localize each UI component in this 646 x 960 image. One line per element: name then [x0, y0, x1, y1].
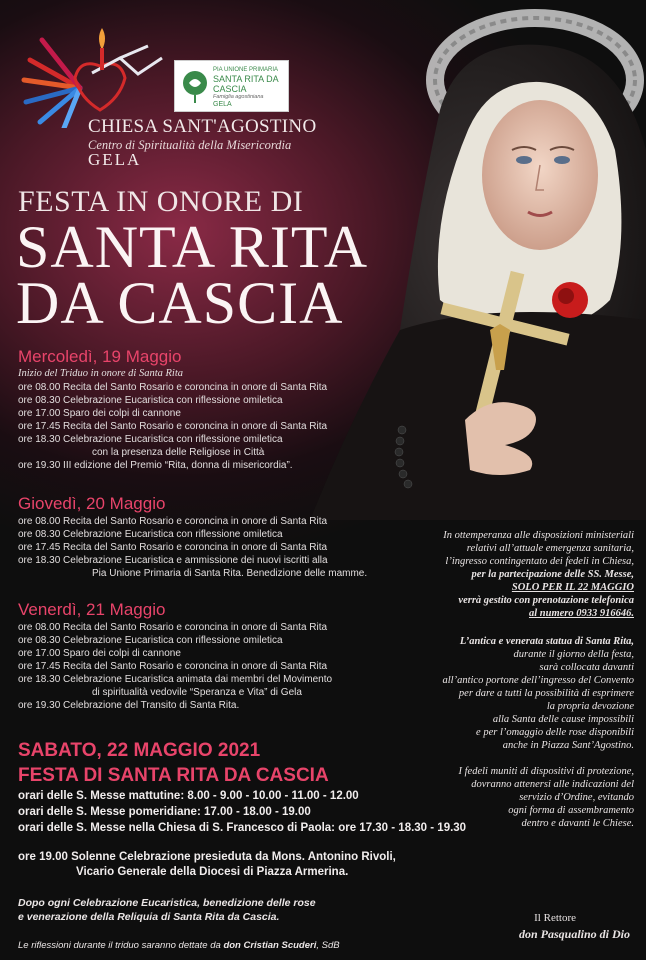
schedule-row: ore 18.30 Celebrazione Eucaristica con riflessione omiletica [18, 434, 283, 445]
rose-icon [179, 69, 211, 103]
schedule-row: ore 17.00 Sparo dei colpi di cannone [18, 408, 181, 419]
notice-line: In ottemperanza alle disposizioni ministeriali [443, 530, 634, 541]
day-heading-thursday: Giovedì, 20 Maggio [18, 494, 166, 513]
schedule-row: con la presenza delle Religiose in Città [92, 447, 265, 458]
notice-line: sarà collocata davanti [539, 662, 634, 673]
schedule-row: ore 18.30 Celebrazione Eucaristica e ammissione dei nuovi iscritti alla [18, 555, 328, 566]
pia-line2: SANTA RITA DA CASCIA [213, 74, 279, 94]
church-logo-icon [20, 18, 170, 128]
notice-line: anche in Piazza Sant’Agostino. [502, 740, 634, 751]
schedule-row: ore 08.00 Recita del Santo Rosario e coroncina in onore di Santa Rita [18, 622, 328, 633]
reflections-note: Le riflessioni durante il triduo saranno dettate da don Cristian Scuderi, SdB [18, 940, 340, 951]
notice-line: la propria devozione [546, 701, 634, 712]
notice-line: l’ingresso contingentato dei fedeli in Chiesa, [445, 556, 634, 567]
mass-times-row: orari delle S. Messe mattutine: 8.00 - 9.00 - 10.00 - 11.00 - 12.00 [18, 790, 359, 802]
schedule-row: ore 08.00 Recita del Santo Rosario e coroncina in onore di Santa Rita [18, 382, 328, 393]
schedule-row: ore 17.00 Sparo dei colpi di cannone [18, 648, 181, 659]
mass-times-row: orari delle S. Messe pomeridiane: 17.00 - 18.00 - 19.00 [18, 806, 311, 818]
notice-line: all’antico portone dell’ingresso del Convento [442, 675, 634, 686]
day-heading-friday: Venerdì, 21 Maggio [18, 600, 166, 619]
notice-line: dentro e davanti le Chiese. [521, 818, 634, 829]
notice-line: alla Santa delle cause impossibili [492, 714, 634, 725]
notice-line-bold: verrà gestito con prenotazione telefonica [458, 595, 634, 606]
notice-line: servizio d’Ordine, evitando [519, 792, 634, 803]
triduo-note: Inizio del Triduo in onore di Santa Rita [18, 368, 183, 379]
notice-line: relativi all’attuale emergenza sanitaria, [466, 543, 634, 554]
schedule-row: Pia Unione Primaria di Santa Rita. Benedizione delle mamme. [92, 568, 368, 579]
blessing-line2: e venerazione della Reliquia di Santa Rita da Cascia. [18, 911, 280, 923]
solemn-celebration-2: Vicario Generale della Diocesi di Piazza Armerina. [76, 866, 349, 878]
saturday-festa: FESTA DI SANTA RITA DA CASCIA [18, 765, 329, 786]
festa-heading: FESTA IN ONORE DI [18, 185, 304, 218]
schedule-row: di spiritualità vedovile “Speranza e Vita” di Gela [92, 687, 302, 698]
schedule-row: ore 17.45 Recita del Santo Rosario e coroncina in onore di Santa Rita [18, 661, 328, 672]
schedule-row: ore 19.30 Celebrazione del Transito di Santa Rita. [18, 700, 240, 711]
day-heading-wednesday: Mercoledì, 19 Maggio [18, 347, 182, 366]
notice-line: e per l’omaggio delle rose disponibili [476, 727, 634, 738]
pia-line3: Famiglia agostiniana [213, 94, 264, 100]
schedule-row: ore 08.00 Recita del Santo Rosario e coroncina in onore di Santa Rita [18, 516, 328, 527]
pia-line1: PIA UNIONE PRIMARIA [213, 67, 279, 73]
pia-line4: GELA [213, 101, 232, 108]
mass-times-row: orari delle S. Messe nella Chiesa di S. Francesco di Paola: ore 17.30 - 18.30 - 19.30 [18, 822, 467, 834]
church-subtitle: Centro di Spiritualità della Misericordia [88, 138, 292, 152]
notice-line: per dare a tutti la possibilità di esprimere [458, 688, 634, 699]
notice-line-bold: per la partecipazione delle SS. Messe, [471, 569, 634, 580]
schedule-row: ore 17.45 Recita del Santo Rosario e coroncina in onore di Santa Rita [18, 421, 328, 432]
notice-line: dovranno attenersi alle indicazioni del [471, 779, 634, 790]
schedule-row: ore 18.30 Celebrazione Eucaristica animata dai membri del Movimento [18, 674, 333, 685]
schedule-row: ore 08.30 Celebrazione Eucaristica con riflessione omiletica [18, 529, 283, 540]
pia-unione-logo [174, 60, 289, 112]
notice-phone: al numero 0933 916646. [528, 608, 634, 619]
notice-line: I fedeli muniti di dispositivi di protezione, [458, 766, 634, 777]
notice-line: ogni forma di assembramento [508, 805, 634, 816]
title-line1: SANTA RITA [16, 214, 369, 280]
signoff-role: Il Rettore [534, 912, 576, 924]
saturday-date: SABATO, 22 MAGGIO 2021 [18, 740, 261, 761]
notice-date-underlined: SOLO PER IL 22 MAGGIO [511, 582, 634, 593]
notice-line: durante il giorno della festa, [513, 649, 634, 660]
church-city: GELA [88, 150, 142, 169]
schedule-row: ore 19.30 III edizione del Premio “Rita, donna di misericordia”. [18, 460, 293, 471]
signoff-name: don Pasqualino di Dio [518, 927, 630, 941]
blessing-line1: Dopo ogni Celebrazione Eucaristica, benedizione delle rose [18, 897, 316, 909]
solemn-celebration: ore 19.00 Solenne Celebrazione presieduta da Mons. Antonino Rivoli, [18, 851, 396, 863]
statue-heading: L’antica e venerata statua di Santa Rita, [459, 636, 634, 647]
schedule-row: ore 08.30 Celebrazione Eucaristica con riflessione omiletica [18, 395, 283, 406]
schedule-row: ore 17.45 Recita del Santo Rosario e coroncina in onore di Santa Rita [18, 542, 328, 553]
title-line2: DA CASCIA [16, 270, 344, 336]
church-name: CHIESA SANT'AGOSTINO [88, 116, 317, 137]
schedule-row: ore 08.30 Celebrazione Eucaristica con riflessione omiletica [18, 635, 283, 646]
